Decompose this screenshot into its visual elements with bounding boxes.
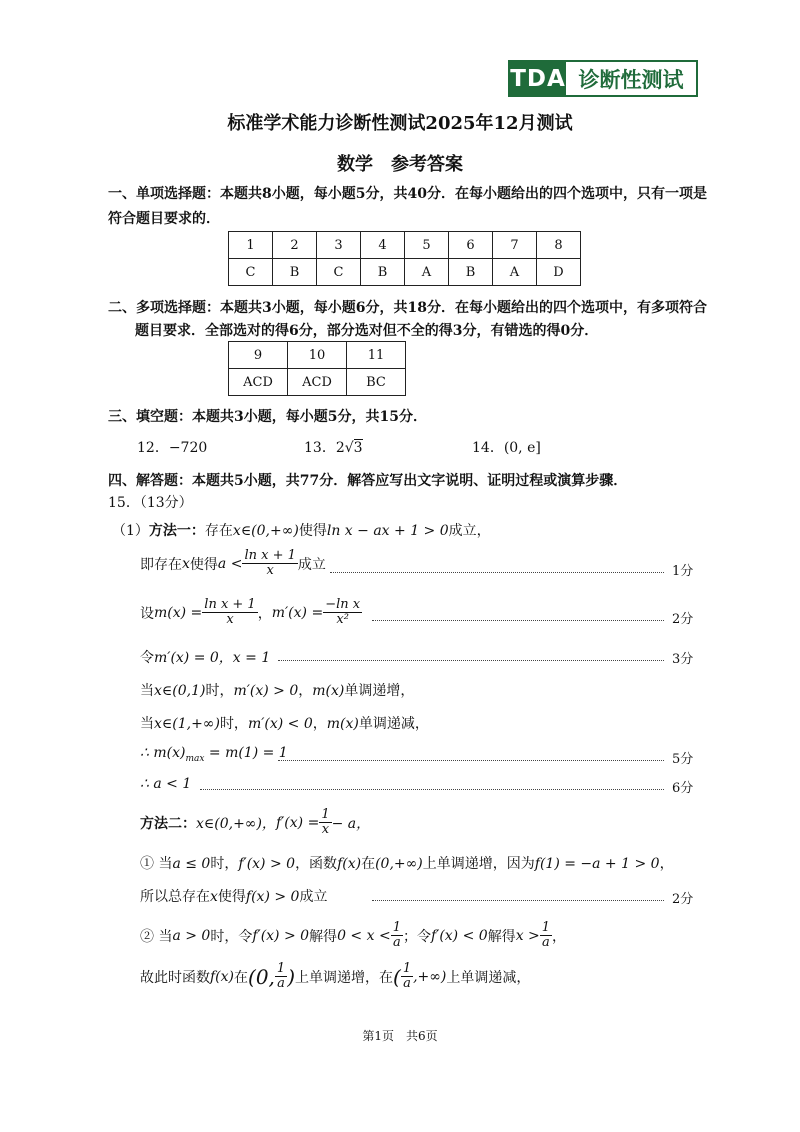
text: 解得 <box>309 928 338 945</box>
math: x <box>210 889 218 905</box>
math: m(x) <box>312 683 345 699</box>
math: x∈(0,+∞) <box>232 523 299 539</box>
table-cell: 2 <box>273 232 317 259</box>
text: 使得 <box>298 523 327 539</box>
math: f′(x) > 0 <box>238 856 296 872</box>
math: a ≤ 0 <box>172 856 211 872</box>
fraction <box>401 962 413 992</box>
table-cell: C <box>317 259 361 286</box>
math: x∈(1,+∞) <box>154 716 220 732</box>
leader-dots <box>372 900 664 901</box>
math-subscript: max <box>185 753 205 764</box>
logo-brand: TDA <box>510 62 566 95</box>
math: m′(x) < 0 <box>247 716 313 732</box>
math: ( <box>393 964 401 989</box>
method-label: 方法二： <box>140 815 196 832</box>
math: (0, <box>248 964 275 989</box>
denominator: x <box>266 563 274 579</box>
table-cell: 8 <box>537 232 581 259</box>
math: f(x) <box>210 968 235 985</box>
tda-logo <box>508 60 698 97</box>
text: 上单调递增，因为 <box>422 856 535 872</box>
score-label: 3分 <box>672 652 694 667</box>
text: 单调递减， <box>358 716 429 732</box>
table-cell: 3 <box>317 232 361 259</box>
math: ln x − ax + 1 > 0 <box>326 523 449 539</box>
text: 时， <box>219 716 248 732</box>
sqrt-icon: √ <box>344 440 354 456</box>
leader-dots <box>278 760 664 761</box>
table-cell: 4 <box>361 232 405 259</box>
section2-heading: 二、多项选择题：本题共3小题，每小题6分，共18分．在每小题给出的四个选项中，有多项符合 <box>108 300 707 316</box>
denominator: a <box>277 976 285 992</box>
section1-heading: 一、单项选择题：本题共8小题，每小题5分，共40分．在每小题给出的四个选项中，只有一项是 <box>108 186 707 202</box>
text: ， <box>312 716 327 732</box>
fraction <box>275 962 287 992</box>
question-15: 15．（13分） <box>108 495 193 511</box>
score-label: 5分 <box>672 752 694 767</box>
table-cell: 11 <box>347 342 406 369</box>
fraction <box>323 598 362 628</box>
numerator: 1 <box>321 807 330 822</box>
numerator: −ln x <box>325 597 361 612</box>
math: ∴ m(x) <box>140 745 186 761</box>
table-cell: 5 <box>405 232 449 259</box>
score-label: 2分 <box>672 612 694 627</box>
table-cell: 6 <box>449 232 493 259</box>
denominator: a <box>542 935 550 951</box>
answer-q13-coef: 2 <box>335 440 345 456</box>
table-cell: A <box>405 259 449 286</box>
table-cell: ACD <box>288 369 347 396</box>
part-label: （1） <box>112 523 149 539</box>
math: f(x) > 0 <box>245 889 300 905</box>
numerator: ln x + 1 <box>204 597 256 612</box>
text: ， <box>257 605 272 622</box>
math: ) <box>287 964 295 989</box>
answer-q13-label: 13． <box>304 440 336 456</box>
answer-q12: 12．−720 <box>137 440 208 456</box>
math: x∈(0,+∞)， <box>196 815 276 832</box>
solution-line-12 <box>140 921 566 951</box>
math: m(x) = <box>154 604 203 621</box>
leader-dots <box>372 620 664 621</box>
text: 故此时函数 <box>140 969 210 986</box>
denominator: x <box>321 822 330 838</box>
section1-answer-table <box>228 231 581 286</box>
text: 使得 <box>217 889 246 905</box>
solution-line-6 <box>140 713 429 733</box>
text: 使得 <box>189 556 218 573</box>
text: 时， <box>205 683 234 699</box>
math: m′(x) > 0 <box>233 683 299 699</box>
table-cell: A <box>493 259 537 286</box>
solution-line-2 <box>140 549 326 579</box>
text: 设 <box>140 605 154 622</box>
text: 当 <box>140 716 154 732</box>
text: 在 <box>361 856 376 872</box>
math: ,+∞) <box>413 968 447 985</box>
math: a < <box>217 555 243 572</box>
fraction <box>391 921 403 951</box>
numerator: 1 <box>541 920 551 935</box>
fraction <box>540 921 552 951</box>
page-footer: 第1页 共6页 <box>362 1029 438 1043</box>
table-row-answers <box>229 259 581 286</box>
numerator: 1 <box>402 961 412 976</box>
text: 即存在 <box>140 556 182 573</box>
numerator: 1 <box>276 961 286 976</box>
method-label: 方法一： <box>148 523 205 539</box>
solution-line-10 <box>140 853 674 873</box>
text: 在 <box>234 969 249 986</box>
text: 单调递增， <box>344 683 415 699</box>
score-label: 1分 <box>672 564 694 579</box>
denominator: x² <box>336 612 349 628</box>
denominator: x <box>226 612 234 628</box>
table-cell: B <box>449 259 493 286</box>
text: 令 <box>140 650 154 666</box>
numerator: 1 <box>392 920 401 935</box>
table-cell: 1 <box>229 232 273 259</box>
text: ① 当 <box>140 856 173 872</box>
table-cell: BC <box>347 369 406 396</box>
leader-dots <box>200 789 664 790</box>
text: ② 当 <box>140 928 173 945</box>
table-cell: B <box>361 259 405 286</box>
table-cell: 9 <box>229 342 288 369</box>
solution-line-3 <box>140 598 362 628</box>
fraction <box>242 549 297 579</box>
solution-line-13 <box>140 962 530 992</box>
denominator: a <box>392 935 401 951</box>
solution-line-1 <box>112 520 491 540</box>
score-label: 6分 <box>672 781 694 796</box>
text: 成立 <box>297 556 326 573</box>
answer-q14: 14．(0, e] <box>472 440 541 456</box>
math: m′(x) = 0，x = 1 <box>154 650 271 666</box>
solution-line-5 <box>140 680 414 700</box>
table-row-numbers <box>229 232 581 259</box>
math: = m(1) = 1 <box>204 745 288 761</box>
page-title: 标准学术能力诊断性测试2025年12月测试 <box>227 113 573 134</box>
math: x > <box>515 927 540 944</box>
leader-dots <box>278 660 664 661</box>
solution-line-11 <box>140 886 327 906</box>
text: ， <box>298 683 313 699</box>
text: ， <box>552 928 567 945</box>
section2-answer-table <box>228 341 406 396</box>
text: ；令 <box>402 928 431 945</box>
text: 上单调递增，在 <box>295 969 393 986</box>
math: a > 0 <box>172 927 211 944</box>
text: 存在 <box>204 523 233 539</box>
text: 当 <box>140 683 154 699</box>
text: 所以总存在 <box>140 889 210 905</box>
text: 成立 <box>299 889 328 905</box>
text: ，函数 <box>295 856 338 872</box>
fraction <box>202 598 257 628</box>
fraction <box>319 808 331 838</box>
math: m(x) <box>326 716 359 732</box>
score-label: 2分 <box>672 892 694 907</box>
answer-q13-radicand: 3 <box>353 440 363 456</box>
section4-heading: 四、解答题：本题共5小题，共77分．解答应写出文字说明、证明过程或演算步骤． <box>108 473 628 489</box>
solution-line-7 <box>140 745 288 764</box>
table-row-answers <box>229 369 406 396</box>
math: − a， <box>331 815 371 832</box>
solution-line-4 <box>140 647 270 667</box>
numerator: ln x + 1 <box>244 548 296 563</box>
solution-line-8: ∴ a < 1 <box>140 776 192 792</box>
logo-tagline: 诊断性测试 <box>578 67 684 92</box>
math: f(1) = −a + 1 > 0 <box>534 856 660 872</box>
table-row-numbers <box>229 342 406 369</box>
text: 时，令 <box>210 928 253 945</box>
table-cell: C <box>229 259 273 286</box>
math: (0,+∞) <box>375 856 423 872</box>
section1-heading-cont: 符合题目要求的． <box>108 211 220 227</box>
math: x <box>182 555 190 572</box>
text: 解得 <box>487 928 516 945</box>
math: m′(x) = <box>271 604 324 621</box>
math: 0 < x < <box>337 927 391 944</box>
math: f(x) <box>337 856 362 872</box>
solution-line-9 <box>140 808 370 838</box>
answer-q13 <box>304 437 363 457</box>
section2-heading-cont: 题目要求．全部选对的得6分，部分选对但不全的得3分，有错选的得0分． <box>135 323 599 339</box>
text: 时， <box>210 856 239 872</box>
leader-dots <box>330 572 664 573</box>
table-cell: B <box>273 259 317 286</box>
text: 上单调递减， <box>446 969 531 986</box>
table-cell: 10 <box>288 342 347 369</box>
text: ， <box>659 856 674 872</box>
math: f′(x) < 0 <box>430 927 488 944</box>
table-cell: D <box>537 259 581 286</box>
text: 成立， <box>448 523 491 539</box>
denominator: a <box>403 976 411 992</box>
table-cell: 7 <box>493 232 537 259</box>
page-subtitle: 数学 参考答案 <box>337 154 463 175</box>
math: f′(x) > 0 <box>252 927 310 944</box>
math: x∈(0,1) <box>154 683 206 699</box>
math: f′(x) = <box>275 814 320 831</box>
table-cell: ACD <box>229 369 288 396</box>
section3-heading: 三、填空题：本题共3小题，每小题5分，共15分． <box>108 409 427 425</box>
